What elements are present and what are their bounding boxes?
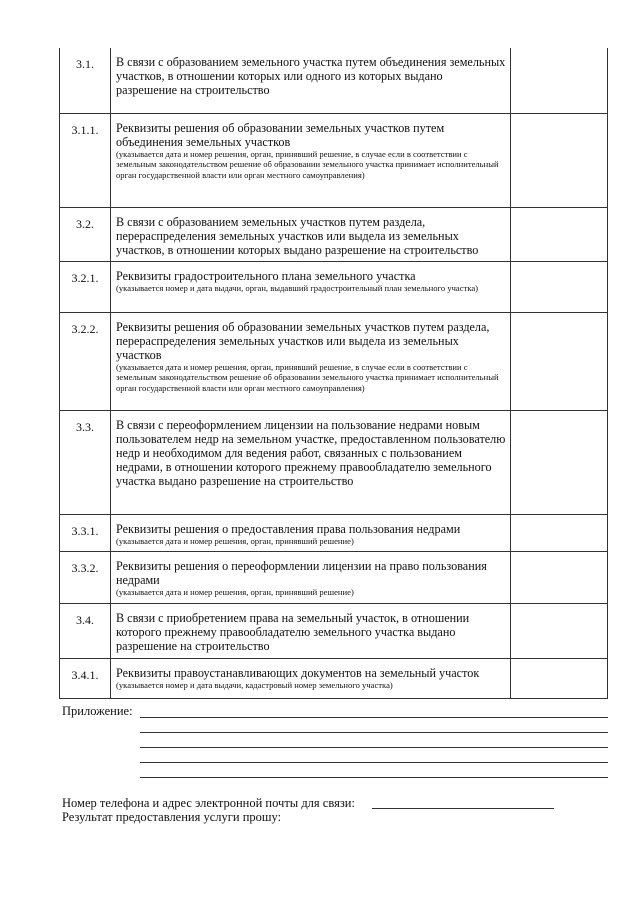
row-number: 3.3.1. xyxy=(60,514,111,551)
result-label: Результат предоставления услуги прошу: xyxy=(62,810,282,824)
row-text xyxy=(111,410,511,514)
row-main-text: Реквизиты решения о переоформлении лицензии на право пользования недрами xyxy=(116,558,487,587)
application-table xyxy=(59,48,608,699)
attachment-line[interactable] xyxy=(140,717,608,718)
table-row xyxy=(60,603,608,658)
value-cell[interactable] xyxy=(511,312,608,410)
attachment-section xyxy=(62,704,608,784)
contact-label: Номер телефона и адрес электронной почты для связи: xyxy=(62,796,355,810)
table-row xyxy=(60,261,608,312)
row-number: 3.2.1. xyxy=(60,261,111,312)
row-main-text: Реквизиты решения об образовании земельных участков путем раздела, перераспределения земельных участков или выдела из земельных участков xyxy=(116,319,490,362)
row-text xyxy=(111,658,511,698)
row-note: (указывается дата и номер решения, орган, принявший решение) xyxy=(116,535,354,546)
table-row xyxy=(60,48,608,113)
table-row xyxy=(60,410,608,514)
row-note: (указывается номер и дата выдачи, кадастровый номер земельного участка) xyxy=(116,679,393,690)
table-row xyxy=(60,113,608,207)
row-main-text: В связи с приобретением права на земельный участок, в отношении которого прежнему правообладателю земельного участка выдано разрешение на строительство xyxy=(116,610,470,653)
row-text xyxy=(111,261,511,312)
row-main-text: В связи с переоформлением лицензии на пользование недрами новым пользователем недр на земельном участке, предоставленном пользователю недр и необходимом для ведения работ, связанных с пользованием недрами, в отношении которого прежнему правообладателю земельного участка выдано разрешение на строительство xyxy=(116,417,506,488)
row-note: (указывается дата и номер решения, орган, принявший решение, в случае если в соответствии с земельным законодательством решение об образовании земельного участка принимает исполнительный орган государственной власти или орган местного самоуправления) xyxy=(116,361,499,393)
row-main-text: Реквизиты градостроительного плана земельного участка xyxy=(116,268,416,283)
row-text xyxy=(111,603,511,658)
attachment-line[interactable] xyxy=(140,777,608,778)
row-note: (указывается дата и номер решения, орган, принявший решение, в случае если в соответствии с земельным законодательством решение об образовании земельного участка принимает исполнительный орган государственной власти или орган местного самоуправления) xyxy=(116,148,499,180)
table-row xyxy=(60,551,608,603)
row-number: 3.4.1. xyxy=(60,658,111,698)
row-number: 3.3.2. xyxy=(60,551,111,603)
table-row xyxy=(60,312,608,410)
row-text xyxy=(111,312,511,410)
row-main-text: Реквизиты решения о предоставления права пользования недрами xyxy=(116,521,461,536)
row-note: (указывается номер и дата выдачи, орган, выдавший градостроительный план земельного участка) xyxy=(116,282,479,293)
table-row xyxy=(60,514,608,551)
attachment-label: Приложение: xyxy=(62,704,133,718)
value-cell[interactable] xyxy=(511,410,608,514)
row-main-text: В связи с образованием земельных участков путем раздела, перераспределения земельных участков или выдела из земельных участков, в отношении которых выдано разрешение на строительство xyxy=(116,214,479,257)
row-number: 3.1.1. xyxy=(60,113,111,207)
row-text xyxy=(111,551,511,603)
row-main-text: В связи с образованием земельного участка путем объединения земельных участков, в отношении которых или одного из которых выдано разрешение на строительство xyxy=(116,55,506,97)
row-main-text: Реквизиты правоустанавливающих документов на земельный участок xyxy=(116,665,480,680)
value-cell[interactable] xyxy=(511,113,608,207)
attachment-line[interactable] xyxy=(140,762,608,763)
value-cell[interactable] xyxy=(511,261,608,312)
attachment-line[interactable] xyxy=(140,732,608,733)
row-number: 3.2. xyxy=(60,207,111,261)
row-text xyxy=(111,113,511,207)
value-cell[interactable] xyxy=(511,658,608,698)
row-text xyxy=(111,207,511,261)
value-cell[interactable] xyxy=(511,551,608,603)
row-note: (указывается дата и номер решения, орган, принявший решение) xyxy=(116,586,354,597)
row-number: 3.2.2. xyxy=(60,312,111,410)
row-number: 3.1. xyxy=(60,48,111,113)
row-main-text: Реквизиты решения об образовании земельных участков путем объединения земельных участков xyxy=(116,120,445,149)
row-text xyxy=(111,514,511,551)
value-cell[interactable] xyxy=(511,48,608,113)
table-row xyxy=(60,658,608,698)
row-number: 3.3. xyxy=(60,410,111,514)
row-text xyxy=(111,48,511,113)
attachment-line[interactable] xyxy=(140,747,608,748)
contact-input-line[interactable] xyxy=(372,808,554,809)
table-row xyxy=(60,207,608,261)
value-cell[interactable] xyxy=(511,207,608,261)
row-number: 3.4. xyxy=(60,603,111,658)
value-cell[interactable] xyxy=(511,514,608,551)
value-cell[interactable] xyxy=(511,603,608,658)
